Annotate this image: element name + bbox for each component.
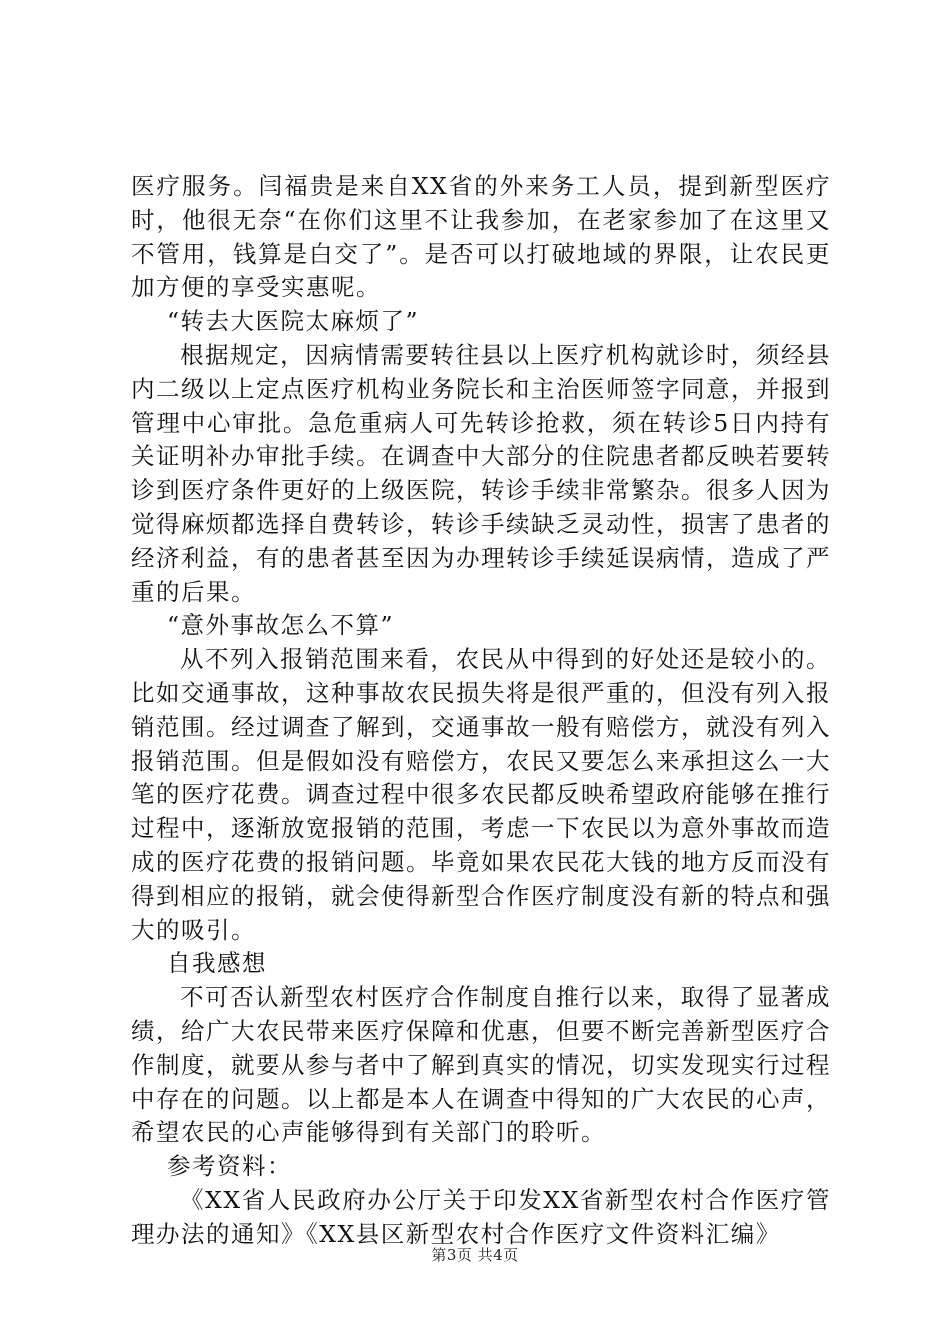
section-heading-reflection: 自我感想 [167,949,267,978]
paragraph-continued: 医疗服务。闫福贵是来自XX省的外来务工人员，提到新型医疗时，他很无奈“在你们这里不让我参加，在老家参加了在这里又不管用，钱算是白交了”。是否可以打破地域的界限，让农民更加方便的享受实惠呢。 [131,172,831,302]
document-body [131,170,831,1252]
paragraph-accident: 从不列入报销范围来看，农民从中得到的好处还是较小的。比如交通事故，这种事故农民损失将是很严重的，但没有列入报销范围。经过调查了解到，交通事故一般有赔偿方，就没有列入报销范围。但是假如没有赔偿方，农民又要怎么来承担这么一大笔的医疗花费。调查过程中很多农民都反映希望政府能够在推行过程中，逐渐放宽报销的范围，考虑一下农民以为意外事故而造成的医疗花费的报销问题。毕竟如果农民花大钱的地方反而没有得到相应的报销，就会使得新型合作医疗制度没有新的特点和强大的吸引。 [131,645,831,944]
section-heading-references: 参考资料： [167,1152,292,1181]
section-heading-transfer: “转去大医院太麻烦了” [167,307,420,336]
section-heading-accident: “意外事故怎么不算” [167,611,395,640]
paragraph-references: 《XX省人民政府办公厅关于印发XX省新型农村合作医疗管理办法的通知》《XX县区新型农村合作医疗文件资料汇编》 [131,1185,831,1248]
paragraph-reflection: 不可否认新型农村医疗合作制度自推行以来，取得了显著成绩，给广大农民带来医疗保障和优惠，但要不断完善新型医疗合作制度，就要从参与者中了解到真实的情况，切实发现实行过程中存在的问题。以上都是本人在调查中得知的广大农民的心声，希望农民的心声能够得到有关部门的聆听。 [131,983,831,1147]
paragraph-transfer: 根据规定，因病情需要转往县以上医疗机构就诊时，须经县内二级以上定点医疗机构业务院长和主治医师签字同意，并报到管理中心审批。急危重病人可先转诊抢救，须在转诊5日内持有关证明补办审批手续。在调查中大部分的住院患者都反映若要转诊到医疗条件更好的上级医院，转诊手续非常繁杂。很多人因为觉得麻烦都选择自费转诊，转诊手续缺乏灵动性，损害了患者的经济利益，有的患者甚至因为办理转诊手续延误病情，造成了严重的后果。 [131,340,831,606]
page-number-footer: 第3页 共4页 [431,1246,519,1264]
